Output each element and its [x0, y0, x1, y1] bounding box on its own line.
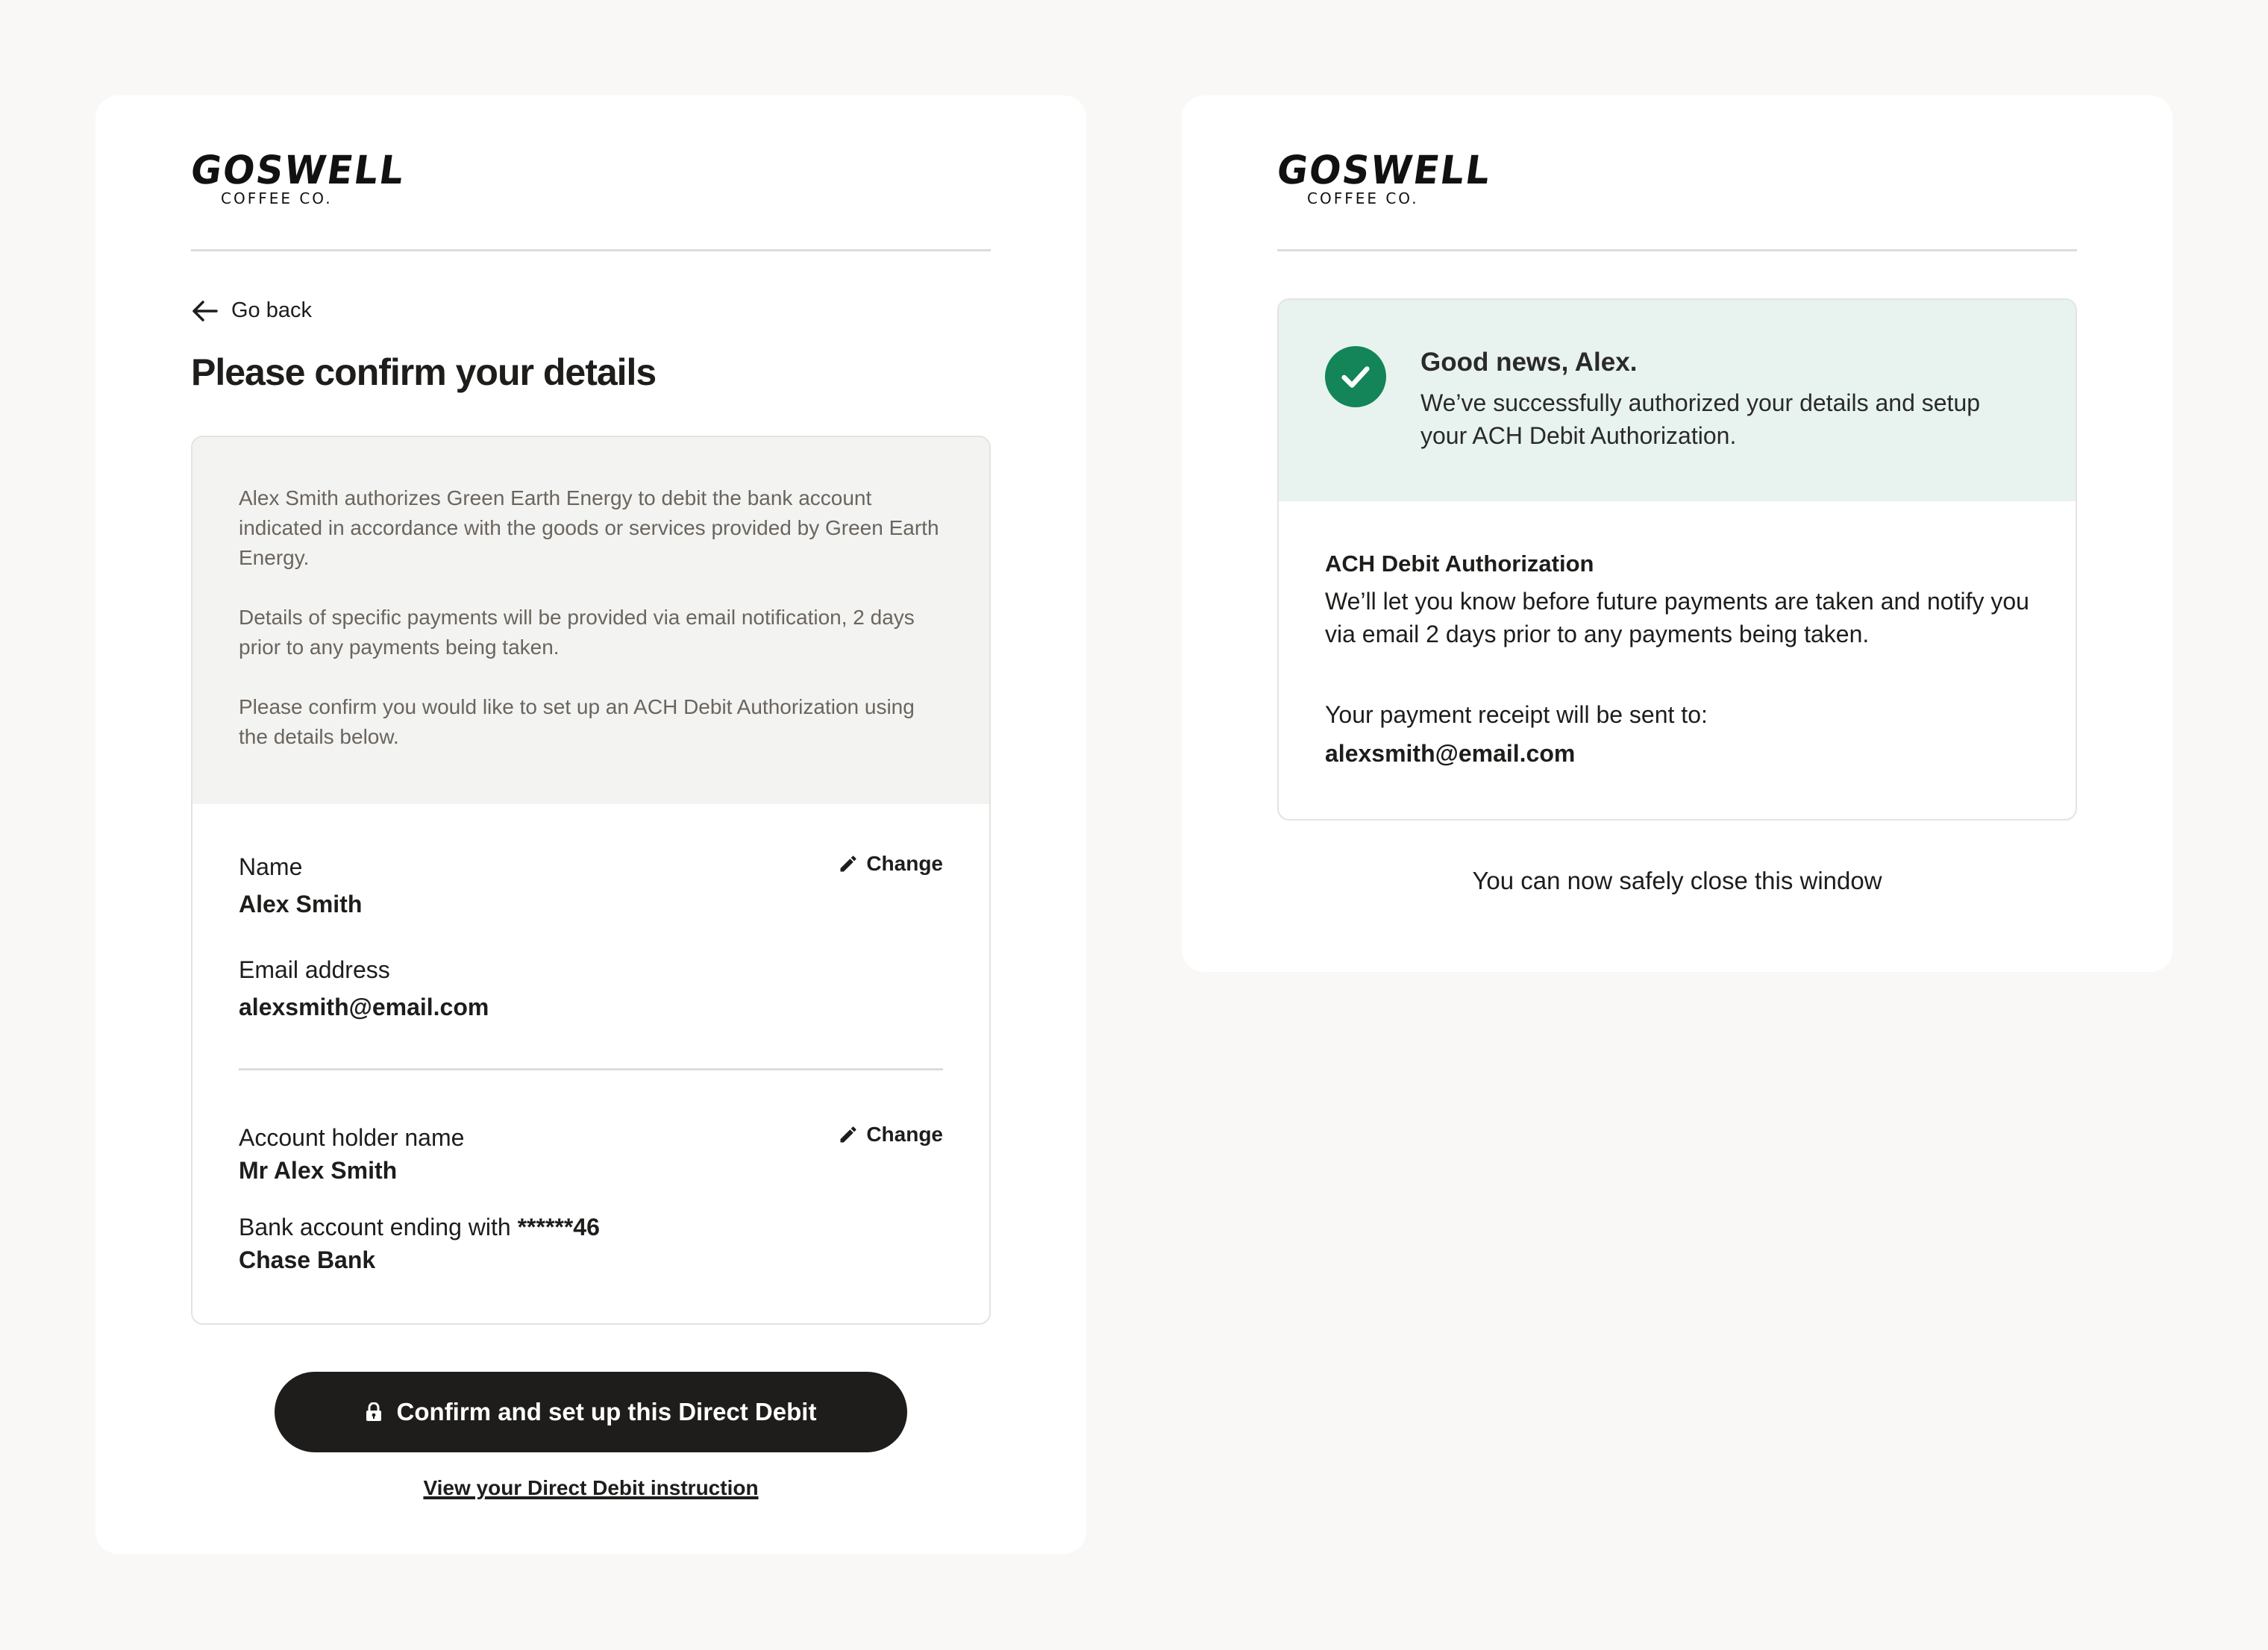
header-divider	[191, 249, 991, 251]
bank-account-label: Bank account ending with	[239, 1214, 511, 1240]
email-value: alexsmith@email.com	[239, 994, 489, 1020]
result-box	[1277, 298, 2077, 821]
brand-name: GOSWELL	[1274, 147, 1494, 193]
receipt-label: Your payment receipt will be sent to:	[1325, 701, 1708, 728]
brand-tagline: COFFEE CO.	[1307, 189, 1419, 207]
disclosure-paragraph: Alex Smith authorizes Green Earth Energy to debit the bank account indicated in accordance with the goods or services provided by Green Earth Energy.	[239, 486, 939, 569]
view-instruction-label: View your Direct Debit instruction	[423, 1476, 759, 1499]
authorization-disclosure	[192, 437, 989, 804]
confirm-direct-debit-button[interactable]	[275, 1372, 907, 1452]
go-back-label: Go back	[231, 298, 312, 322]
pencil-icon	[838, 1124, 859, 1145]
arrow-left-icon	[191, 300, 218, 322]
change-bank-details-button[interactable]	[838, 1123, 943, 1146]
success-check-icon	[1325, 346, 1386, 407]
bank-account-mask: ******46	[517, 1214, 600, 1240]
close-window-note: You can now safely close this window	[1472, 867, 1882, 894]
email-label: Email address	[239, 956, 390, 983]
goswell-logo	[187, 147, 408, 218]
bank-details-section	[192, 1070, 989, 1276]
ach-title: ACH Debit Authorization	[1325, 550, 1594, 577]
checkmark-icon	[1338, 360, 1373, 394]
receipt-email: alexsmith@email.com	[1325, 740, 1576, 767]
personal-details-section	[192, 804, 989, 1023]
brand-tagline: COFFEE CO.	[221, 189, 333, 207]
account-holder-value: Mr Alex Smith	[239, 1157, 398, 1184]
disclosure-paragraph: Please confirm you would like to set up an ACH Debit Authorization using the details below.	[239, 695, 915, 748]
change-label: Change	[866, 852, 943, 875]
page-title: Please confirm your details	[191, 351, 657, 393]
confirm-details-card	[95, 95, 1086, 1554]
confirm-button-label: Confirm and set up this Direct Debit	[396, 1398, 817, 1425]
header-divider	[1277, 249, 2077, 251]
account-holder-label: Account holder name	[239, 1124, 465, 1151]
details-box	[191, 436, 991, 1325]
success-message: We’ve successfully authorized your details and setup your ACH Debit Authorization.	[1420, 389, 1981, 449]
bank-name: Chase Bank	[239, 1246, 376, 1273]
bank-account-line	[239, 1211, 943, 1243]
goswell-logo	[1274, 147, 1494, 218]
name-label: Name	[239, 853, 303, 880]
success-banner	[1279, 300, 2076, 501]
go-back-link[interactable]	[191, 298, 312, 323]
lock-icon	[366, 1402, 382, 1422]
brand-name: GOSWELL	[187, 147, 408, 193]
change-label: Change	[866, 1123, 943, 1146]
success-title: Good news, Alex.	[1420, 348, 1638, 377]
change-personal-details-button[interactable]	[838, 852, 943, 876]
ach-description: We’ll let you know before future payments are taken and notify you via email 2 days prior to any payments being taken.	[1325, 588, 2029, 647]
pencil-icon	[838, 853, 859, 874]
success-card	[1182, 95, 2173, 972]
disclosure-paragraph: Details of specific payments will be provided via email notification, 2 days prior to any payments being taken.	[239, 606, 915, 659]
name-value: Alex Smith	[239, 891, 363, 917]
ach-info-section	[1279, 501, 2076, 770]
view-instruction-link[interactable]	[95, 1476, 1086, 1500]
